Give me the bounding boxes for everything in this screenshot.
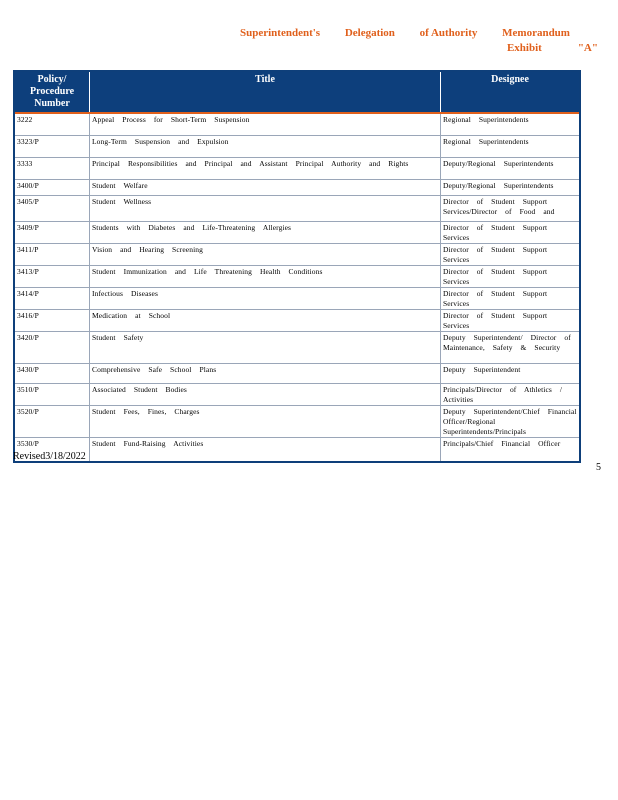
title-cell: Long-Term Suspension and Expulsion — [90, 135, 441, 157]
title-cell: Appeal Process for Short-Term Suspension — [90, 113, 441, 135]
table-row — [15, 331, 579, 363]
policy-number-cell: 3405/P — [15, 195, 90, 221]
document-header — [240, 26, 600, 56]
header-word-of-authority: of Authority — [419, 27, 478, 39]
table-row — [15, 265, 579, 287]
table-row — [15, 383, 579, 405]
designee-cell: Director of Student Support Services/Director of Food and — [441, 195, 580, 221]
title-cell: Students with Diabetes and Life-Threatening Allergies — [90, 221, 441, 243]
policy-number-cell: 3414/P — [15, 287, 90, 309]
policy-number-cell: 3333 — [15, 157, 90, 179]
policy-number-cell: 3430/P — [15, 363, 90, 383]
title-cell: Medication at School — [90, 309, 441, 331]
delegation-table-container — [13, 70, 581, 463]
header-word-superintendents: Superintendent's — [240, 27, 321, 39]
column-header-policy: Policy/ Procedure Number — [15, 72, 90, 113]
revised-label: Revised — [13, 451, 46, 462]
designee-cell: Director of Student Support Services — [441, 309, 580, 331]
table-row — [15, 363, 579, 383]
designee-cell: Deputy/Regional Superintendents — [441, 179, 580, 195]
designee-cell: Deputy Superintendent/ Director of Maintenance, Safety & Security — [441, 331, 580, 363]
column-header-title: Title — [90, 72, 441, 113]
title-cell: Student Safety — [90, 331, 441, 363]
policy-number-cell: 3416/P — [15, 309, 90, 331]
table-row — [15, 221, 579, 243]
delegation-table — [15, 72, 579, 461]
header-word-delegation: Delegation — [344, 27, 395, 39]
title-cell: Student Welfare — [90, 179, 441, 195]
policy-number-cell: 3530/P — [15, 437, 90, 461]
table-row — [15, 287, 579, 309]
title-cell: Infectious Diseases — [90, 287, 441, 309]
designee-cell: Deputy Superintendent/Chief Financial Officer/Regional Superintendents/Principals — [441, 405, 580, 437]
table-row — [15, 243, 579, 265]
header-title-line — [240, 26, 570, 41]
designee-cell: Director of Student Support Services — [441, 265, 580, 287]
table-row — [15, 309, 579, 331]
title-cell: Comprehensive Safe School Plans — [90, 363, 441, 383]
title-cell: Student Wellness — [90, 195, 441, 221]
title-cell: Student Fund-Raising Activities — [90, 437, 441, 461]
designee-cell: Director of Student Support Services — [441, 221, 580, 243]
table-row — [15, 157, 579, 179]
table-row — [15, 135, 579, 157]
policy-number-cell: 3520/P — [15, 405, 90, 437]
table-row — [15, 179, 579, 195]
header-exhibit-line — [240, 41, 600, 56]
designee-cell: Principals/Chief Financial Officer — [443, 438, 561, 448]
policy-number-cell: 3510/P — [15, 383, 90, 405]
header-exhibit: Exhibit — [506, 42, 542, 54]
policy-number-cell: 3411/P — [15, 243, 90, 265]
designee-cell: Principals/Director of Athletics / Activities — [441, 383, 580, 405]
column-header-designee: Designee — [441, 72, 580, 113]
policy-number-cell: 3413/P — [15, 265, 90, 287]
designee-cell: Director of Student Support Services — [441, 287, 580, 309]
table-row — [15, 113, 579, 135]
designee-cell: Regional Superintendents — [441, 113, 580, 135]
title-cell: Vision and Hearing Screening — [90, 243, 441, 265]
policy-number-cell: 3222 — [15, 113, 90, 135]
designee-cell: Regional Superintendents — [441, 135, 580, 157]
title-cell: Principal Responsibilities and Principal and Assistant Principal Authority and Rights — [90, 157, 441, 179]
title-cell: Student Fees, Fines, Charges — [90, 405, 441, 437]
table-row — [15, 405, 579, 437]
table-header-row — [15, 72, 579, 113]
revised-date-value: 3/18/2022 — [45, 451, 86, 462]
header-exhibit-letter: "A" — [577, 42, 598, 54]
policy-number-cell: 3409/P — [15, 221, 90, 243]
policy-number-cell: 3420/P — [15, 331, 90, 363]
policy-number-cell: 3400/P — [15, 179, 90, 195]
designee-cell: Deputy Superintendent — [441, 363, 580, 383]
designee-cell: Director of Student Support Services — [441, 243, 580, 265]
title-cell: Associated Student Bodies — [90, 383, 441, 405]
title-cell: Student Immunization and Life Threatening Health Conditions — [90, 265, 441, 287]
page-number: 5 — [596, 462, 601, 473]
header-word-memorandum: Memorandum — [502, 27, 570, 39]
policy-number-cell: 3323/P — [15, 135, 90, 157]
revised-date — [13, 451, 86, 462]
table-row — [15, 437, 579, 461]
table-row — [15, 195, 579, 221]
table-body — [15, 113, 579, 461]
designee-cell: Deputy/Regional Superintendents — [441, 157, 580, 179]
